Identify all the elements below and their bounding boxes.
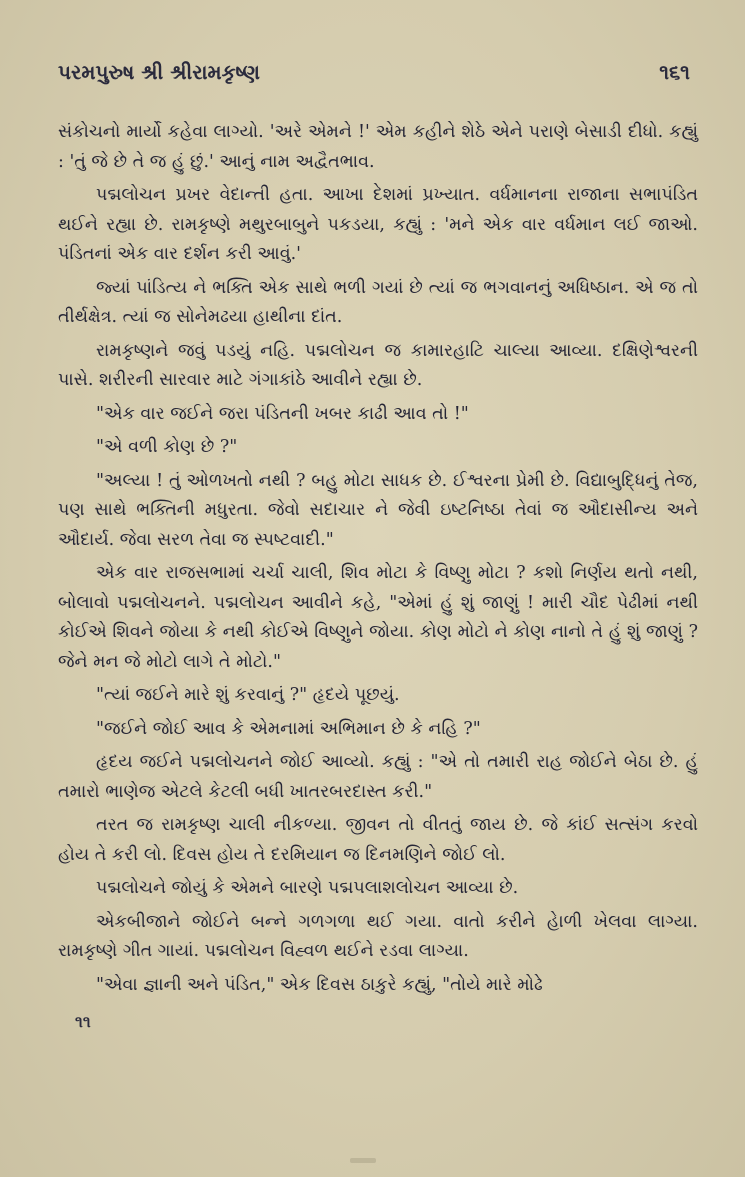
paragraph: હૃદય જઈને પદ્મલોચનને જોઈ આવ્યો. કહ્યું : "એ તો તમારી રાહ જોઈને બેઠા છે. હું તમારો ભાણેજ એટલે કેટલી બધી ખાતરબરદાસ્ત કરી."	[58, 752, 698, 802]
page-header	[58, 60, 690, 100]
paragraph: "એક વાર જઈને જરા પંડિતની ખબર કાઢી આવ તો !"	[96, 403, 469, 424]
paragraph: પદ્મલોચને જોયું કે એમને બારણે પદ્મપલાશલોચન આવ્યા છે.	[96, 878, 519, 898]
paragraph: સંકોચનો માર્યો કહેવા લાગ્યો. 'અરે એમને !' એમ કહીને શેઠે એને પરાણે બેસાડી દીધો. કહ્યું : 'તું જે છે તે જ હું છું.' આનું નામ અદ્વૈતભાવ.	[58, 122, 698, 172]
paragraph: જ્યાં પાંડિત્ય ને ભક્તિ એક સાથે ભળી ગયાં છે ત્યાં જ ભગવાનનું અધિષ્ઠાન. એ જ તો તીર્થક્ષેત્ર. ત્યાં જ સોનેમઢયા હાથીના દાંત.	[58, 277, 698, 327]
paragraph: "એ વળી કોણ છે ?"	[96, 437, 238, 457]
paragraph: તરત જ રામકૃષ્ણ ચાલી નીકળ્યા. જીવન તો વીતતું જાય છે. જે કાંઈ સત્સંગ કરવો હોય તે કરી લો. દિવસ હોય તે દરમિયાન જ દિનમણિને જોઈ લો.	[58, 815, 698, 865]
paragraph: રામકૃષ્ણને જવું પડયું નહિ. પદ્મલોચન જ કામારહાટિ ચાલ્યા આવ્યા. દક્ષિણેશ્વરની પાસે. શરીરની સારવાર માટે ગંગાકાંઠે આવીને રહ્યા છે.	[58, 340, 698, 390]
paragraph: "જઈને જોઈ આવ કે એમનામાં અભિમાન છે કે નહિ ?"	[96, 718, 481, 739]
paragraph: "અલ્યા ! તું ઓળખતો નથી ? બહુ મોટા સાધક છે. ઈશ્વરના પ્રેમી છે. વિદ્યાબુદ્ધિનું તેજ, પણ સાથે ભક્તિની મધુરતા. જેવો સદાચાર ને જેવી ઇષ્ટનિષ્ઠા તેવાં જ ઔદાસીન્ય અને ઔદાર્ય. જેવા સરળ તેવા જ સ્પષ્ટવાદી."	[58, 470, 698, 550]
body-text	[58, 118, 698, 1004]
paragraph: એક વાર રાજસભામાં ચર્ચા ચાલી, શિવ મોટા કે વિષ્ણુ મોટા ? કશો નિર્ણય થતો નથી, બોલાવો પદ્મલોચનને. પદ્મલોચન આવીને કહે, "એમાં હું શું જાણું ! મારી ચૌદ પેઢીમાં નથી કોઈએ શિવને જોયા કે નથી કોઈએ વિષ્ણુને જોયા. કોણ મોટો ને કોણ નાનો તે હું શું જાણું ? જેને મન જે મોટો લાગે તે મોટો."	[58, 563, 698, 672]
paragraph: એકબીજાને જોઈને બન્ને ગળગળા થઈ ગયા. વાતો કરીને હેાળી ખેલવા લાગ્યા. રામકૃષ્ણે ગીત ગાયાં. પદ્મલોચન વિહ્વળ થઈને રડવા લાગ્યા.	[58, 911, 698, 961]
print-smudge	[350, 1158, 376, 1163]
running-head: પરમપુરુષ શ્રી શ્રીરામકૃષ્ણ	[58, 60, 260, 84]
page-number: ૧૬૧	[659, 60, 690, 84]
paragraph: "એવા જ્ઞાની અને પંડિત," એક દિવસ ઠાકુરે કહ્યું, "તોયે મારે મોઢે	[96, 974, 543, 995]
paragraph: "ત્યાં જઈને મારે શું કરવાનું ?" હૃદયે પૂછયું.	[96, 685, 400, 705]
signature-mark: ૧૧	[75, 1012, 91, 1031]
paragraph: પદ્મલોચન પ્રખર વેદાન્તી હતા. આખા દેશમાં પ્રખ્યાત. વર્ધમાનના રાજાના સભાપંડિત થઈને રહ્યા છે. રામકૃષ્ણે મથુરબાબુને પકડયા, કહ્યું : 'મને એક વાર વર્ધમાન લઈ જાઓ. પંડિતનાં એક વાર દર્શન કરી આવું.'	[58, 185, 698, 264]
